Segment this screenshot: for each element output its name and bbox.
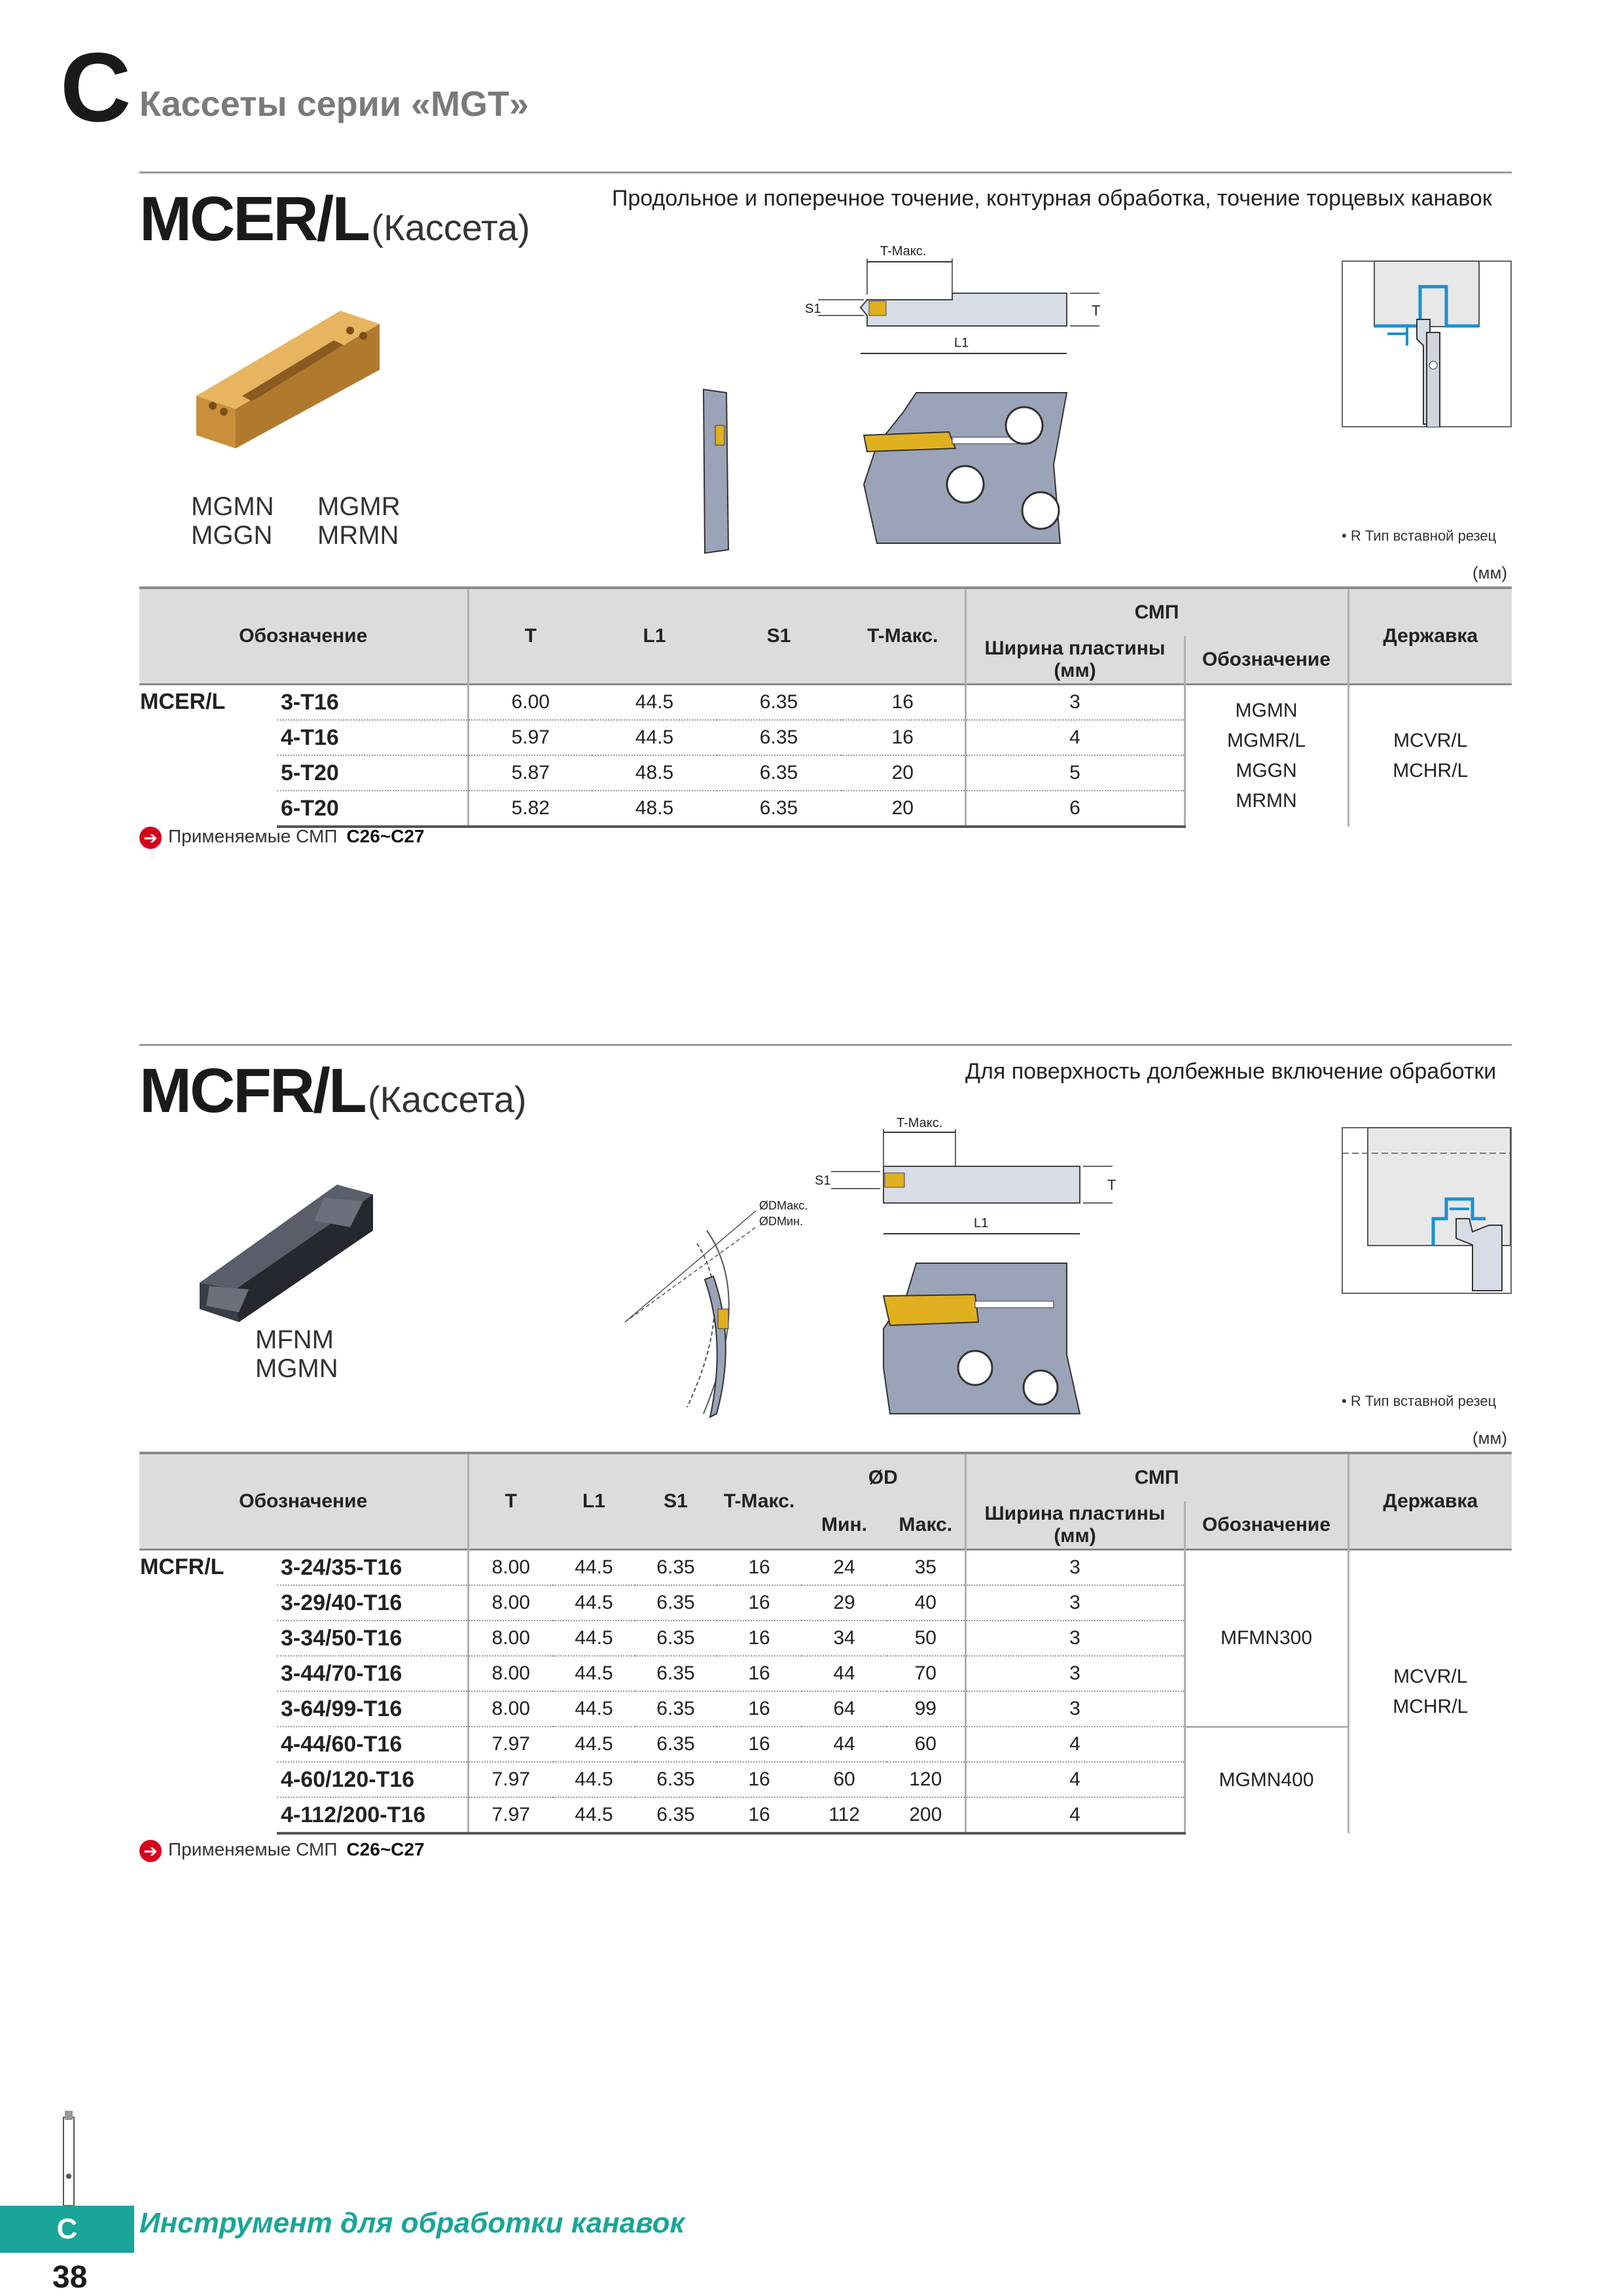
- row-min: 44: [802, 1656, 887, 1691]
- row-code: 4-112/200-T16: [277, 1797, 468, 1833]
- col-width: Ширина пластины (мм): [965, 636, 1185, 685]
- row-l1: 48.5: [592, 791, 717, 827]
- col-od: ØD: [802, 1453, 965, 1501]
- mcfr-description: Для поверхность долбежные включение обработки: [965, 1059, 1497, 1084]
- row-width: 5: [965, 755, 1185, 791]
- row-s1: 6.35: [717, 755, 841, 791]
- smp-designation: MGMN: [1235, 700, 1298, 721]
- row-tmax: 20: [841, 755, 965, 791]
- row-s1: 6.35: [635, 1691, 717, 1727]
- row-l1: 44.5: [553, 1550, 635, 1586]
- holder: MCHR/L: [1393, 760, 1469, 781]
- row-l1: 44.5: [553, 1656, 635, 1691]
- row-t: 6.00: [468, 685, 592, 721]
- mcfr-cassette-view: [870, 1257, 1086, 1427]
- row-s1: 6.35: [717, 685, 841, 721]
- mcer-dim-t: T: [1092, 302, 1101, 319]
- row-width: 4: [965, 1762, 1185, 1797]
- mcfr-operation-icon: [1342, 1127, 1512, 1294]
- row-l1: 44.5: [553, 1621, 635, 1656]
- footer-text: Инструмент для обработки канавок: [139, 2207, 685, 2239]
- row-width: 4: [965, 720, 1185, 755]
- variant-label: MGMN: [255, 1354, 338, 1383]
- row-width: 3: [965, 1550, 1185, 1586]
- row-tmax: 20: [841, 791, 965, 827]
- row-l1: 44.5: [553, 1762, 635, 1797]
- row-tmax: 16: [717, 1727, 802, 1762]
- row-tmax: 16: [717, 1656, 802, 1691]
- row-min: 112: [802, 1797, 887, 1833]
- holder: MCVR/L: [1393, 730, 1468, 751]
- row-s1: 6.35: [635, 1656, 717, 1691]
- row-tmax: 16: [717, 1621, 802, 1656]
- mcfr-applicable: [139, 1839, 425, 1862]
- row-t: 7.97: [468, 1727, 553, 1762]
- row-width: 3: [965, 1585, 1185, 1621]
- mcfr-dim-dmax: ØDМакс.: [759, 1199, 808, 1212]
- table-row: [139, 1550, 1512, 1586]
- row-tmax: 16: [717, 1550, 802, 1586]
- row-code: 3-44/70-T16: [277, 1656, 468, 1691]
- col-width: Ширина пластины (мм): [965, 1501, 1185, 1550]
- row-code: 3-T16: [277, 685, 468, 721]
- row-min: 64: [802, 1691, 887, 1727]
- row-l1: 44.5: [592, 720, 717, 755]
- mcer-unit: (мм): [1472, 563, 1508, 583]
- row-code: 4-44/60-T16: [277, 1727, 468, 1762]
- footer-section-tab: C: [0, 2206, 134, 2253]
- smp-designation: MRMN: [1236, 790, 1297, 812]
- row-s1: 6.35: [635, 1621, 717, 1656]
- mcfr-variants: [255, 1325, 338, 1383]
- row-min: 24: [802, 1550, 887, 1586]
- row-s1: 6.35: [717, 720, 841, 755]
- arrow-right-icon: ➔: [139, 827, 162, 849]
- col-smp-designation: Обозначение: [1185, 636, 1348, 685]
- mcer-operation-icon: [1342, 260, 1512, 427]
- col-holder: Державка: [1348, 1453, 1512, 1550]
- col-s1: S1: [635, 1453, 717, 1550]
- mcer-variants-col2: [317, 492, 401, 550]
- row-tmax: 16: [717, 1797, 802, 1833]
- mcfr-heading: [139, 1055, 527, 1127]
- row-width: 3: [965, 1656, 1185, 1691]
- mcfr-dim-t: T: [1107, 1177, 1116, 1193]
- mcfr-spec-table: [139, 1452, 1512, 1835]
- applicable-value: C26~C27: [346, 826, 425, 846]
- row-l1: 44.5: [553, 1691, 635, 1727]
- mcfr-dimension-drawing: [805, 1113, 1145, 1244]
- row-code: 3-29/40-T16: [277, 1585, 468, 1621]
- row-code: 4-60/120-T16: [277, 1762, 468, 1797]
- row-width: 3: [965, 685, 1185, 721]
- mcer-insert-image: [183, 298, 393, 455]
- page-number: 38: [52, 2260, 88, 2295]
- mcer-model: MCER/L: [139, 184, 368, 254]
- col-designation: Обозначение: [139, 588, 468, 685]
- mcer-dim-s1: S1: [805, 302, 821, 316]
- row-min: 29: [802, 1585, 887, 1621]
- row-width: 6: [965, 791, 1185, 827]
- mcer-heading: [139, 183, 530, 255]
- col-tmax: T-Макс.: [717, 1453, 802, 1550]
- mcfr-side-view: [605, 1191, 815, 1427]
- row-max: 35: [887, 1550, 965, 1586]
- row-min: 60: [802, 1762, 887, 1797]
- section-letter: C: [60, 32, 132, 142]
- row-s1: 6.35: [635, 1762, 717, 1797]
- row-tmax: 16: [717, 1585, 802, 1621]
- mcer-note: • R Тип вставной резец: [1342, 528, 1497, 544]
- row-l1: 44.5: [553, 1797, 635, 1833]
- row-l1: 44.5: [592, 685, 717, 721]
- row-t: 8.00: [468, 1585, 553, 1621]
- mcer-dim-tmax: T-Макс.: [880, 244, 927, 259]
- row-t: 8.00: [468, 1550, 553, 1586]
- applicable-value: C26~C27: [346, 1839, 425, 1859]
- row-tmax: 16: [841, 685, 965, 721]
- row-max: 50: [887, 1621, 965, 1656]
- col-smp: СМП: [965, 1453, 1348, 1501]
- mcfr-dim-dmin: ØDМин.: [759, 1215, 803, 1228]
- mcer-description: Продольное и поперечное точение, контурная обработка, точение торцевых канавок: [612, 186, 1492, 211]
- variant-label: MGGN: [191, 521, 273, 550]
- row-max: 99: [887, 1691, 965, 1727]
- row-max: 60: [887, 1727, 965, 1762]
- row-max: 120: [887, 1762, 965, 1797]
- row-width: 3: [965, 1691, 1185, 1727]
- row-t: 5.87: [468, 755, 592, 791]
- mcer-applicable: [139, 826, 425, 849]
- row-l1: 48.5: [592, 755, 717, 791]
- row-width: 4: [965, 1727, 1185, 1762]
- row-t: 5.97: [468, 720, 592, 755]
- variant-label: MGMN: [191, 492, 274, 521]
- row-code: 5-T20: [277, 755, 468, 791]
- row-t: 8.00: [468, 1691, 553, 1727]
- series-label: MCER/L: [140, 689, 226, 714]
- mcfr-dim-tmax: T-Макс.: [897, 1116, 943, 1130]
- holders: [1348, 685, 1512, 827]
- row-max: 70: [887, 1656, 965, 1691]
- series-label: MCFR/L: [140, 1554, 224, 1579]
- row-t: 5.82: [468, 791, 592, 827]
- col-l1: L1: [553, 1453, 635, 1550]
- row-width: 4: [965, 1797, 1185, 1833]
- row-tmax: 16: [717, 1762, 802, 1797]
- tool-icon: [56, 2111, 82, 2206]
- mcer-cassette-view: [851, 386, 1086, 556]
- table-row: [139, 1727, 1512, 1762]
- row-min: 34: [802, 1621, 887, 1656]
- row-t: 7.97: [468, 1797, 553, 1833]
- holder: MCHR/L: [1393, 1696, 1469, 1717]
- row-code: 3-34/50-T16: [277, 1621, 468, 1656]
- mcfr-model: MCFR/L: [139, 1056, 365, 1126]
- table-row: [139, 685, 1512, 721]
- variant-label: MRMN: [317, 521, 399, 550]
- mcer-spec-table: [139, 586, 1512, 828]
- divider: [139, 1044, 1512, 1046]
- page-title: Кассеты серии «MGT»: [139, 84, 529, 124]
- row-l1: 44.5: [553, 1585, 635, 1621]
- row-code: 3-64/99-T16: [277, 1691, 468, 1727]
- variant-label: MGMR: [317, 492, 401, 521]
- row-s1: 6.35: [717, 791, 841, 827]
- row-t: 8.00: [468, 1621, 553, 1656]
- smp-designation: MFMN300: [1185, 1550, 1348, 1727]
- row-code: 3-24/35-T16: [277, 1550, 468, 1586]
- smp-designation: MGMN400: [1185, 1727, 1348, 1833]
- row-max: 40: [887, 1585, 965, 1621]
- row-min: 44: [802, 1727, 887, 1762]
- mcfr-dim-l1: L1: [974, 1216, 989, 1230]
- col-max: Макс.: [887, 1501, 965, 1550]
- variant-label: MFNM: [255, 1325, 334, 1354]
- row-s1: 6.35: [635, 1727, 717, 1762]
- col-l1: L1: [592, 588, 717, 685]
- holders: [1348, 1550, 1512, 1834]
- col-designation: Обозначение: [139, 1453, 468, 1550]
- col-t: T: [468, 588, 592, 685]
- row-code: 4-T16: [277, 720, 468, 755]
- col-tmax: T-Макс.: [841, 588, 965, 685]
- holder: MCVR/L: [1393, 1666, 1468, 1687]
- row-t: 7.97: [468, 1762, 553, 1797]
- col-t: T: [468, 1453, 553, 1550]
- col-smp-designation: Обозначение: [1185, 1501, 1348, 1550]
- mcfr-note: • R Тип вставной резец: [1342, 1393, 1497, 1409]
- applicable-label: Применяемые СМП: [168, 1839, 338, 1859]
- smp-designation: MGMR/L: [1227, 730, 1306, 751]
- mcfr-unit: (мм): [1472, 1428, 1508, 1448]
- mcer-model-sub: (Кассета): [371, 207, 530, 248]
- smp-designation: MGGN: [1236, 760, 1297, 781]
- row-t: 8.00: [468, 1656, 553, 1691]
- col-min: Мин.: [802, 1501, 887, 1550]
- row-tmax: 16: [717, 1691, 802, 1727]
- applicable-label: Применяемые СМП: [168, 826, 338, 846]
- mcer-variants-col1: [191, 492, 274, 550]
- row-s1: 6.35: [635, 1585, 717, 1621]
- mcfr-model-sub: (Кассета): [368, 1079, 527, 1120]
- mcer-side-view: [697, 386, 736, 556]
- mcer-dimension-drawing: [792, 242, 1132, 367]
- col-s1: S1: [717, 588, 841, 685]
- row-width: 3: [965, 1621, 1185, 1656]
- col-smp: СМП: [965, 588, 1348, 636]
- row-s1: 6.35: [635, 1550, 717, 1586]
- row-max: 200: [887, 1797, 965, 1833]
- smp-designations: [1185, 685, 1348, 827]
- arrow-right-icon: ➔: [139, 1840, 162, 1862]
- mcer-dim-l1: L1: [954, 336, 969, 350]
- mcfr-insert-image: [193, 1172, 383, 1329]
- col-holder: Державка: [1348, 588, 1512, 685]
- row-tmax: 16: [841, 720, 965, 755]
- row-l1: 44.5: [553, 1727, 635, 1762]
- divider: [139, 171, 1512, 173]
- row-s1: 6.35: [635, 1797, 717, 1833]
- mcfr-dim-s1: S1: [815, 1174, 831, 1188]
- row-code: 6-T20: [277, 791, 468, 827]
